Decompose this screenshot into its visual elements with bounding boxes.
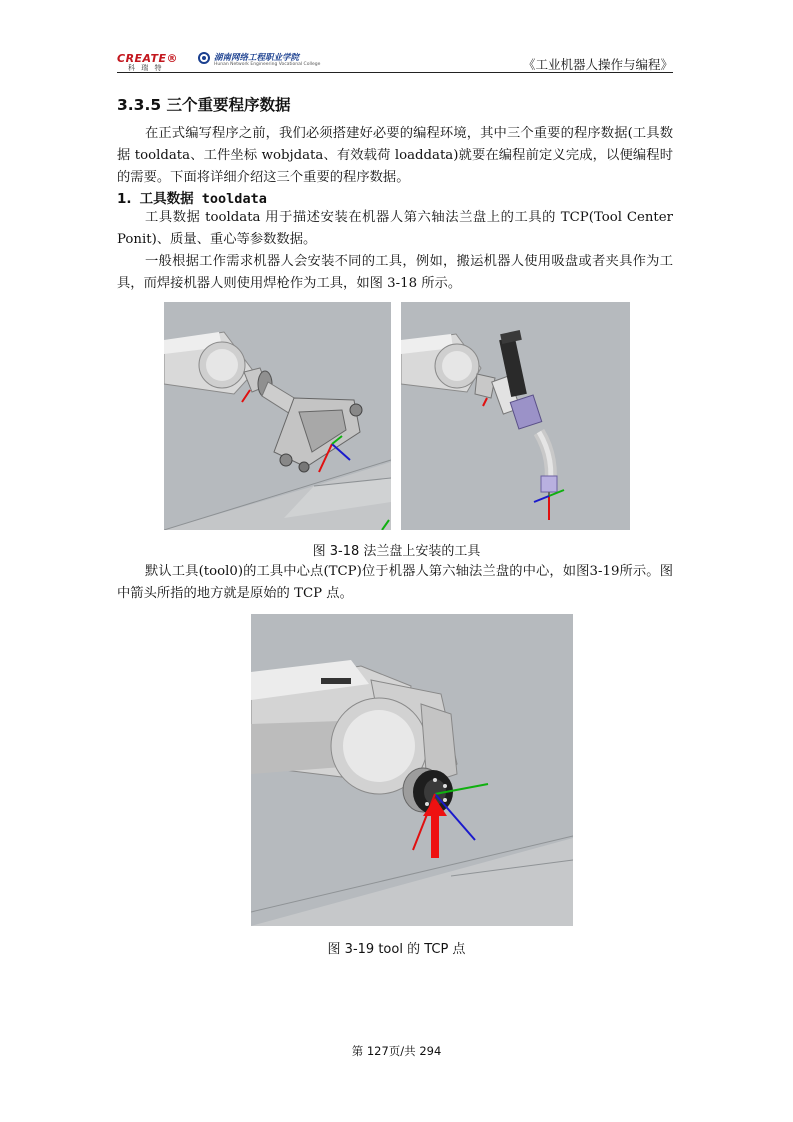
paragraph-tools: 一般根据工作需求机器人会安装不同的工具，例如，搬运机器人使用吸盘或者夹具作为工具，而焊接机器人则使用焊枪作为工具，如图 3-18 所示。	[117, 254, 673, 291]
tcp-text: 默认工具(tool0)的工具中心点(TCP)位于机器人第六轴法兰盘的中心，如图3-19所示。图中箭头所指的地方就是原始的 TCP 点。	[117, 564, 673, 601]
subsection-label: 工具数据 tooldata	[139, 191, 267, 207]
create-logo: CREATE®	[117, 52, 179, 65]
section-title: 3.3.5 三个重要程序数据	[117, 96, 291, 114]
page-number: 第 127页/共 294	[351, 1044, 442, 1058]
figure-3-18-caption: 图 3-18 法兰盘上安装的工具	[312, 544, 481, 559]
college-logo-icon	[198, 52, 210, 64]
figure-welding-torch-image	[401, 302, 630, 530]
body-paragraphs	[117, 207, 673, 295]
figure-gripper-image	[164, 302, 391, 530]
gripper-robot-illustration	[164, 302, 391, 530]
intro-text: 在正式编写程序之前，我们必须搭建好必要的编程环境，其中三个重要的程序数据(工具数据 tooldata、工件坐标 wobjdata、有效载荷 loaddata)就要在编程前定义完成，以便编程时的需要。下面将详细介绍这三个重要的程序数据。	[117, 126, 673, 185]
book-title: 《工业机器人操作与编程》	[522, 57, 673, 72]
subsection-title	[117, 187, 267, 207]
intro-paragraph	[117, 123, 673, 189]
college-logo-subtitle: Hunan Network Engineering Vocational College	[214, 62, 321, 67]
figure-tool0-tcp-image	[251, 614, 573, 926]
create-logo-subtitle: 科 瑞 特	[128, 64, 164, 72]
header-divider	[117, 72, 673, 73]
subsection-number: 1.	[117, 191, 132, 207]
welding-robot-illustration	[401, 302, 630, 530]
college-logo: 湖南网络工程职业学院	[214, 53, 300, 63]
tcp-paragraph	[117, 561, 673, 605]
tool0-tcp-illustration	[251, 614, 573, 926]
paragraph-tooldata: 工具数据 tooldata 用于描述安装在机器人第六轴法兰盘上的工具的 TCP(Tool Center Ponit)、质量、重心等参数数据。	[117, 210, 673, 247]
figure-3-19-caption: 图 3-19 tool 的 TCP 点	[327, 942, 466, 957]
